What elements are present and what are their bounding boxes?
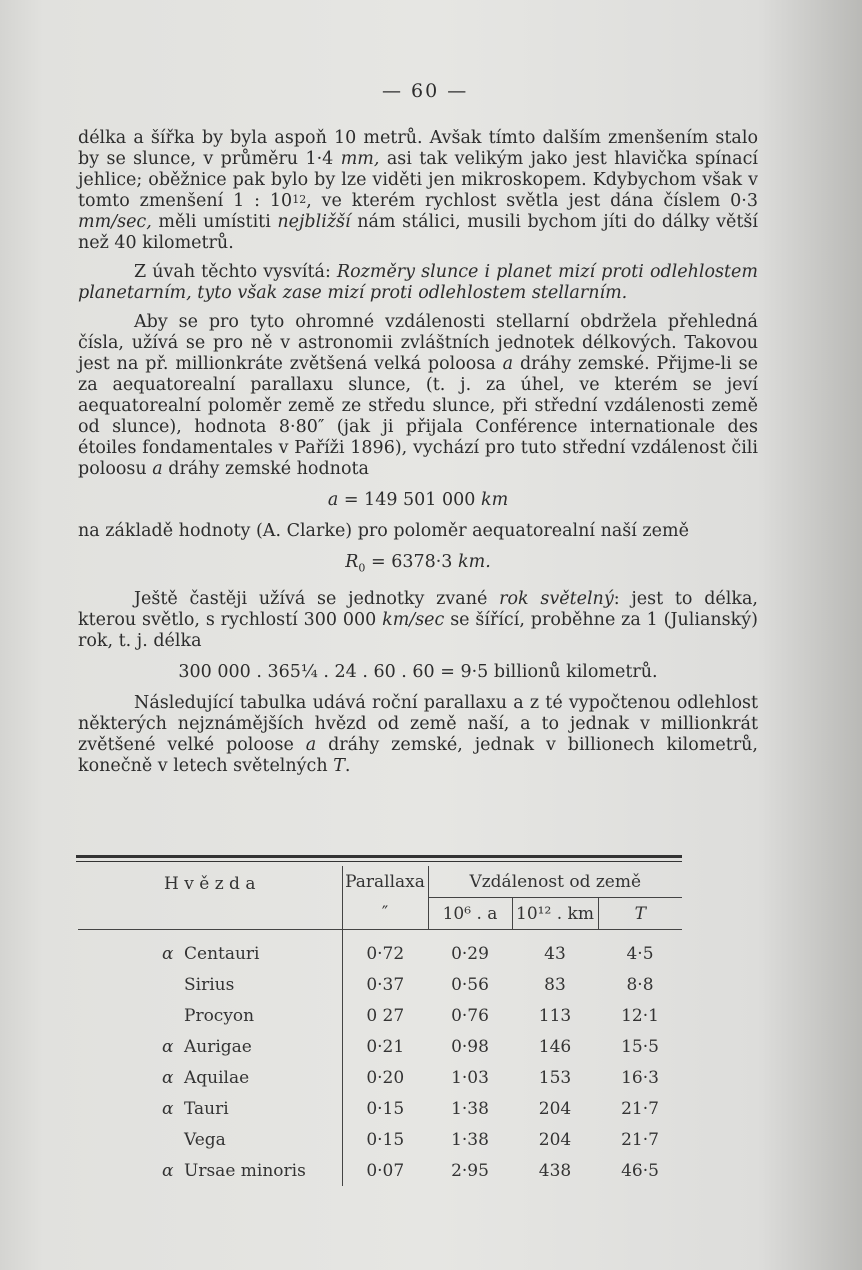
cell-a: 2·95 [451, 1160, 489, 1181]
star-prefix: α [162, 1067, 174, 1088]
table-body [78, 938, 682, 1186]
table-header-row [78, 866, 682, 898]
paragraph-2 [78, 262, 758, 304]
text-run: Následující tabulka udává roční parallaxu a z té vypočtenou odlehlost některých nejznámějších hvězd od země naší, a to jednak v millionkrát zvětšené velké poloose [78, 692, 758, 755]
table-row [78, 1031, 682, 1062]
table-spacer [78, 930, 682, 939]
cell-a: 0·56 [451, 974, 489, 995]
header-parallax-unit: ″ [342, 898, 428, 930]
cell-t: 15·5 [621, 1036, 659, 1057]
cell-km: 43 [544, 943, 566, 964]
text-run: dráhy zemské, jednak v billionech kilometrů, konečně v letech světelných [78, 734, 758, 776]
star-prefix: α [162, 1036, 174, 1057]
paragraph-1 [78, 128, 758, 254]
star-name [78, 1000, 342, 1031]
cell-t: 21·7 [621, 1129, 659, 1150]
text-run: dráhy zemské hodnota [168, 459, 369, 479]
star-name [78, 1155, 342, 1186]
text-run: asi tak velikým jako jest hlavička spínací jehlice; oběžnice pak bylo by lze viděti jen mikroskopem. Kdybychom však v tomto zmenšení 1 : 10 [78, 149, 758, 211]
emphasis: rok světelný [499, 588, 614, 609]
table-row [78, 1124, 682, 1155]
symbol-a: a [327, 490, 339, 510]
equation-a [78, 490, 758, 511]
symbol-a: a [152, 459, 163, 479]
emphasis: nejbližší [277, 212, 351, 232]
unit-km-sec: km/sec [382, 609, 445, 630]
equation-value: = 149 501 000 [343, 490, 476, 510]
table-row [78, 1093, 682, 1124]
star-name [78, 969, 342, 1000]
paragraph-4: na základě hodnoty (A. Clarke) pro poloměr aequatorealní naší země [78, 521, 689, 541]
cell-km: 83 [544, 974, 566, 995]
text-run: dráhy zemské. Přijme-li se za aequatorealní parallaxu slunce, (t. j. za úhel, ve kterém se jeví aequatorealní poloměr země ze středu slunce, při střední vzdálenosti země od slunce), hodnota 8·80″ (jak ji přijala Conférence internationale des étoiles fondamentales v Paříži 1896), vychází pro tuto střední vzdálenost čili poloosu [78, 354, 758, 479]
paragraph-5 [78, 589, 758, 652]
text-run: měli umístiti [158, 212, 271, 232]
text-run: . [344, 755, 351, 776]
equation-light-year: 300 000 . 365¼ . 24 . 60 . 60 = 9·5 billionů kilometrů. [178, 661, 658, 682]
table-row [78, 938, 682, 969]
cell-a: 1·38 [451, 1098, 489, 1119]
emphasis: Rozměry slunce i planet mizí proti odlehlostem planetarním, tyto však zase mizí proti odlehlostem stellarním. [78, 262, 758, 303]
unit-mm: mm, [340, 149, 380, 169]
star-label: Ursae minoris [184, 1160, 306, 1181]
star-label: Sirius [184, 974, 235, 995]
cell-t: 21·7 [621, 1098, 659, 1119]
symbol-a: a [502, 354, 514, 374]
cell-parallax: 0·20 [342, 1062, 428, 1093]
body-text [78, 128, 758, 777]
cell-km: 146 [538, 1036, 572, 1057]
cell-t: 16·3 [621, 1067, 659, 1088]
cell-a: 0·98 [451, 1036, 489, 1057]
cell-t: 46·5 [621, 1160, 659, 1181]
unit-km: km. [458, 552, 491, 572]
cell-parallax: 0·07 [342, 1155, 428, 1186]
star-name [78, 1062, 342, 1093]
cell-parallax: 0·37 [342, 969, 428, 1000]
symbol-a: a [305, 734, 317, 755]
paragraph-6 [78, 693, 758, 777]
cell-km: 204 [538, 1129, 572, 1150]
cell-a: 1·38 [451, 1129, 489, 1150]
cell-km: 438 [538, 1160, 572, 1181]
cell-a: 0·29 [451, 943, 489, 964]
header-star: H v ě z d a [164, 874, 256, 894]
text-run: : jest to délka, kterou světlo, s rychlostí 300 000 [78, 588, 758, 630]
exponent: 12 [292, 193, 307, 206]
text-run: nám stálici, musili bychom jíti do dálky větší než 40 kilometrů. [78, 212, 758, 253]
cell-parallax: 0 27 [342, 1000, 428, 1031]
symbol-t: T [333, 755, 345, 776]
star-prefix: α [162, 1098, 174, 1119]
star-prefix: α [162, 1160, 174, 1181]
page-number: — 60 — [382, 80, 469, 102]
table-top-rule-thin [76, 861, 682, 862]
cell-a: 0·76 [451, 1005, 489, 1026]
text-run: se šířící, proběhne za 1 (Julianský) rok, t. j. délka [78, 609, 758, 651]
cell-km: 153 [538, 1067, 572, 1088]
paragraph-3 [78, 312, 758, 480]
table-row [78, 969, 682, 1000]
cell-km: 113 [538, 1005, 572, 1026]
cell-parallax: 0·15 [342, 1093, 428, 1124]
unit-mm-sec: mm/sec, [78, 212, 152, 232]
table-top-rule [76, 855, 682, 858]
header-distance: Vzdálenost od země [428, 866, 682, 898]
text-run: , ve kterém rychlost světla jest dána číslem 0·3 [306, 191, 758, 211]
header-col-t: T [598, 898, 682, 930]
header-parallax: Parallaxa [342, 866, 428, 898]
star-label: Procyon [184, 1005, 255, 1026]
text-run: Aby se pro tyto ohromné vzdálenosti stellarní obdržela přehledná čísla, užívá se pro ně v astronomii zvláštních jednotek délkových. Takovou jest na př. millionkráte zvětšená velká poloosa [78, 312, 758, 374]
star-label: Aquilae [184, 1067, 250, 1088]
star-label: Aurigae [184, 1036, 252, 1057]
star-prefix: α [162, 943, 174, 964]
subscript: 0 [358, 561, 366, 575]
star-name [78, 1124, 342, 1155]
text-run: Ještě častěji užívá se jednotky zvané [134, 588, 488, 609]
star-label: Tauri [184, 1098, 229, 1119]
equation-r0 [78, 552, 758, 579]
table-row [78, 1062, 682, 1093]
star-name [78, 938, 342, 969]
star-distance-table [78, 866, 682, 1186]
table-row [78, 1155, 682, 1186]
cell-parallax: 0·21 [342, 1031, 428, 1062]
unit-km: km [480, 490, 509, 510]
header-col-a: 10⁶ . a [428, 898, 512, 930]
cell-t: 12·1 [621, 1005, 659, 1026]
cell-t: 4·5 [626, 943, 654, 964]
text-run: délka a šířka by byla aspoň 10 metrů. Avšak tímto dalším zmenšením stalo by se slunce, v průměru 1·4 [78, 128, 758, 169]
star-name [78, 1093, 342, 1124]
table-row [78, 1000, 682, 1031]
cell-t: 8·8 [626, 974, 654, 995]
star-label: Centauri [184, 943, 260, 964]
cell-a: 1·03 [451, 1067, 489, 1088]
cell-km: 204 [538, 1098, 572, 1119]
cell-parallax: 0·15 [342, 1124, 428, 1155]
cell-parallax: 0·72 [342, 938, 428, 969]
symbol-r: R [345, 552, 359, 572]
star-name [78, 1031, 342, 1062]
star-label: Vega [184, 1129, 226, 1150]
equation-value: = 6378·3 [370, 552, 453, 572]
text-run: Z úvah těchto vysvítá: [134, 262, 331, 282]
header-col-km: 10¹² . km [512, 898, 598, 930]
